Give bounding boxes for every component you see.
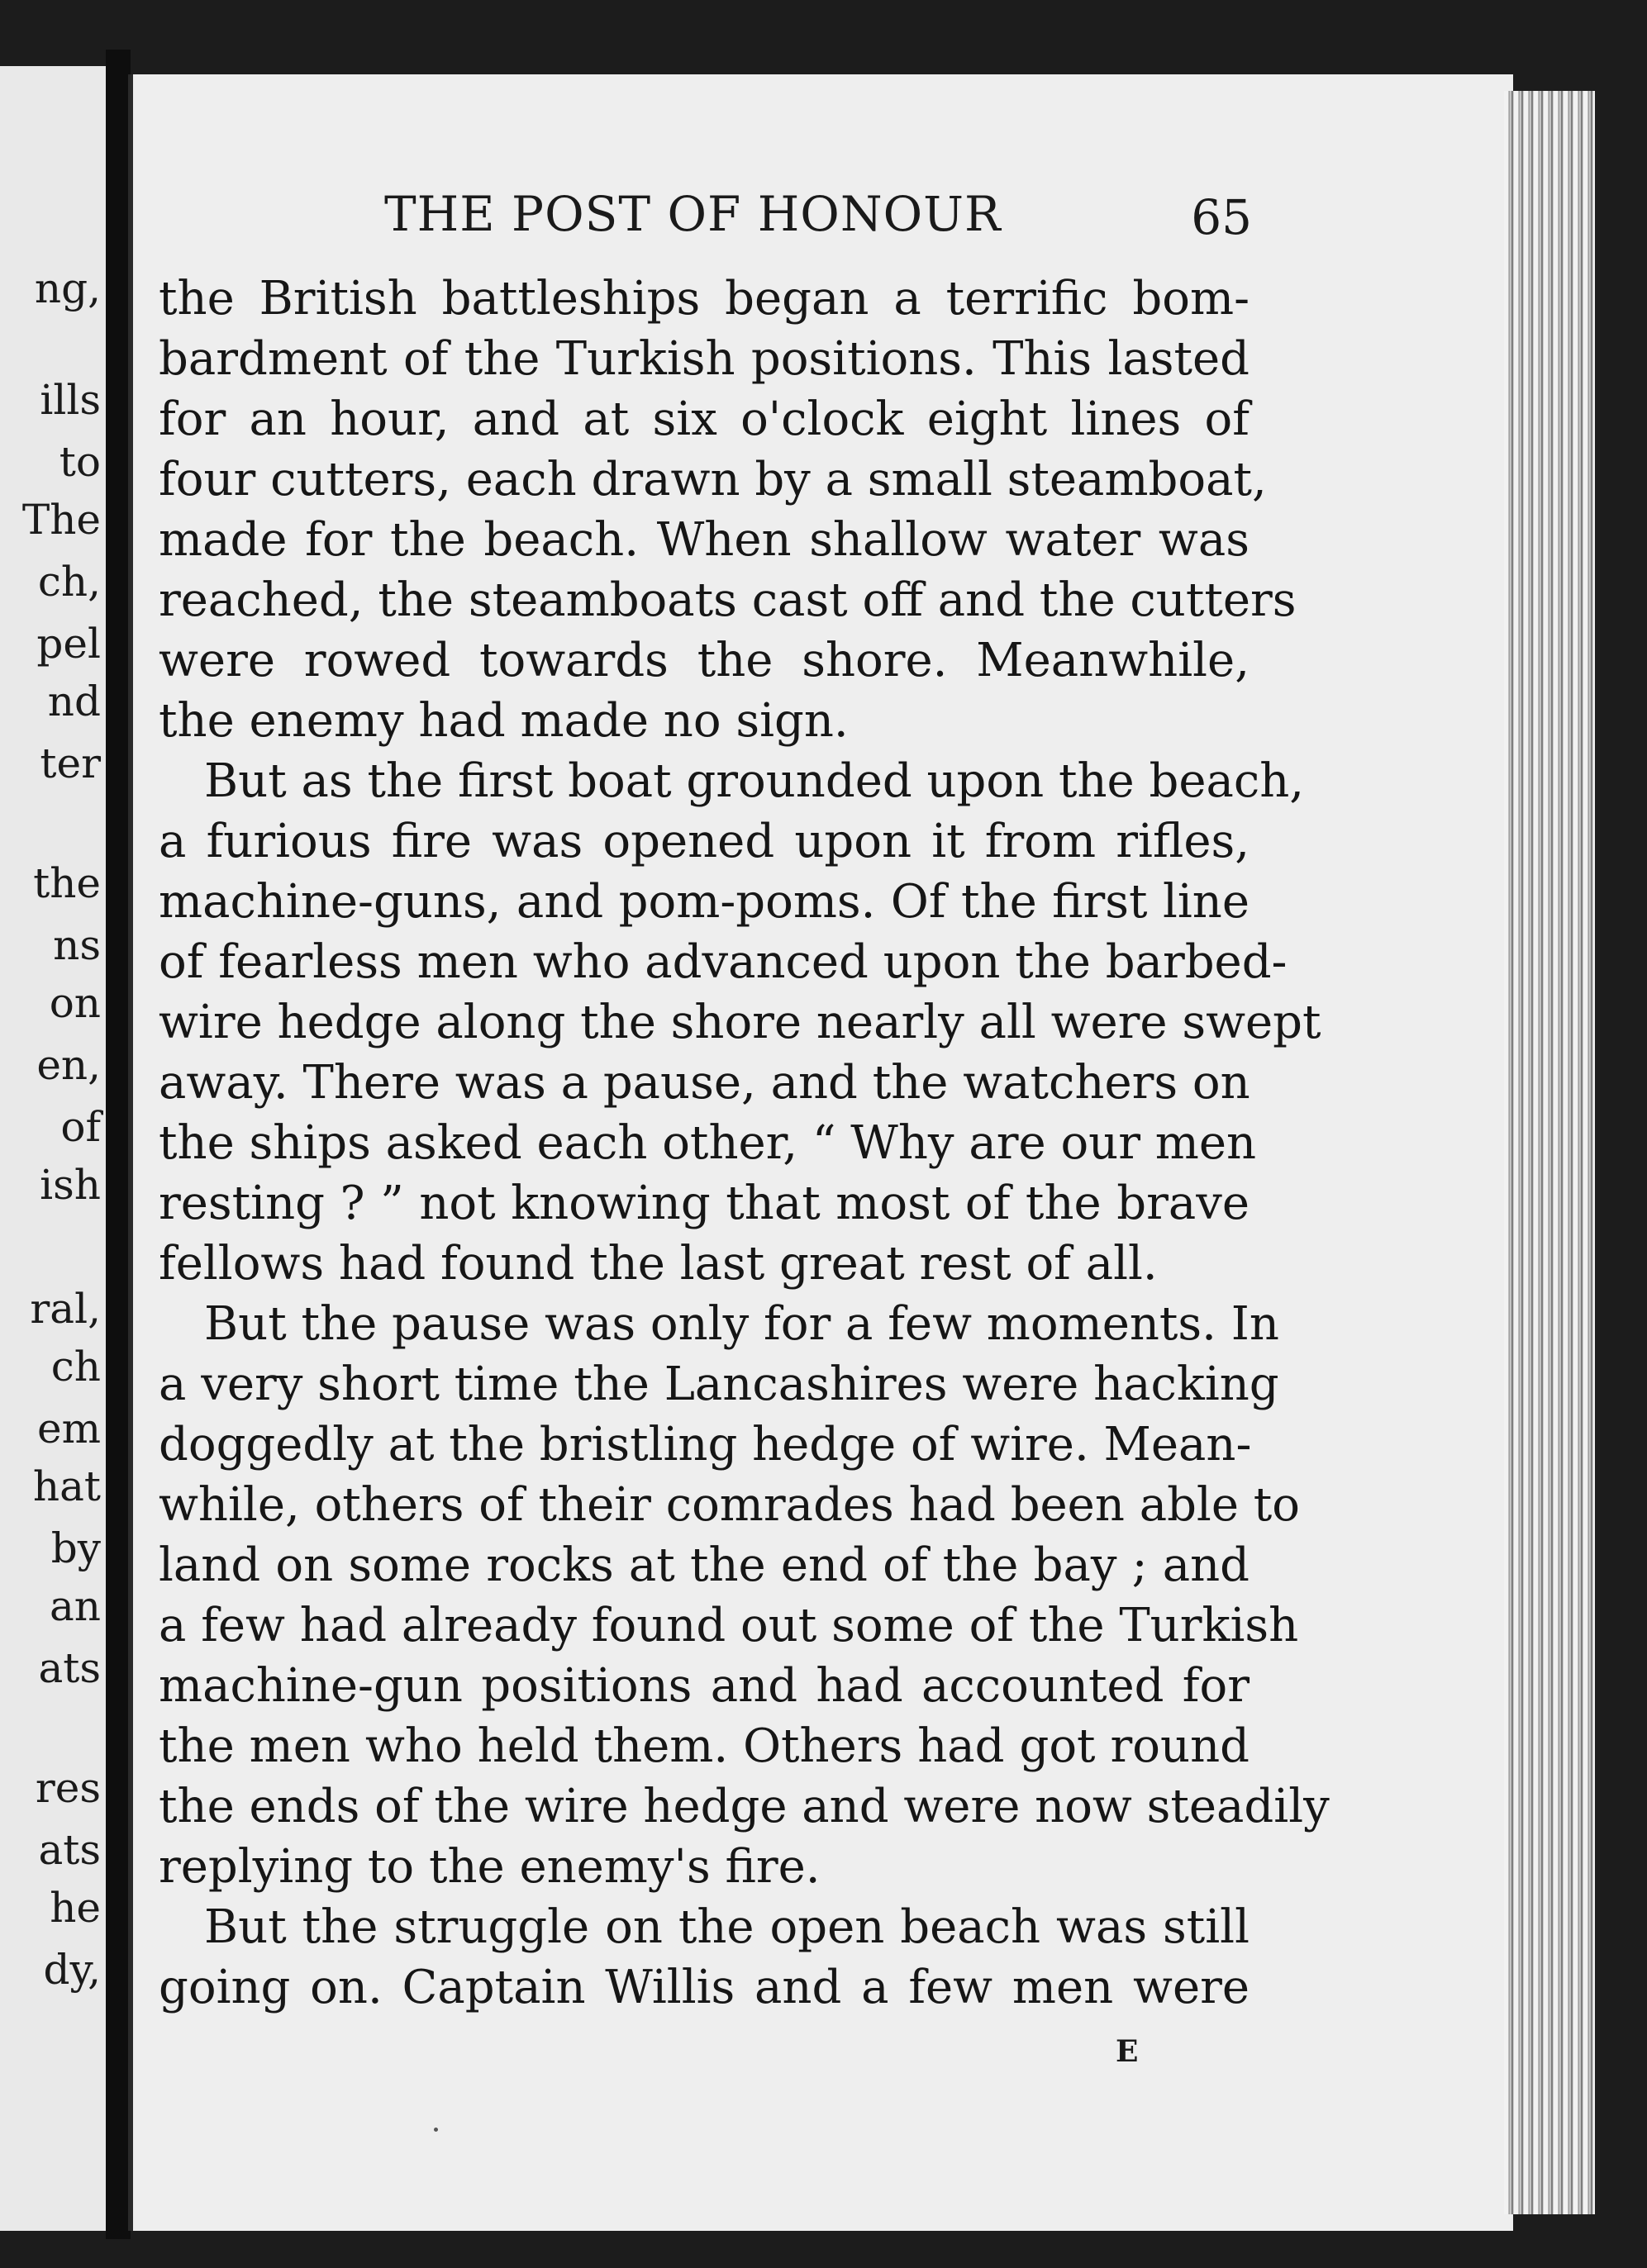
text-line: going on. Captain Willis and a few men were [159,1961,1250,2014]
facing-page-line: ral, [30,1285,101,1333]
page-edges [1504,91,1595,2214]
text-line: the British battleships began a terrific bom- [159,272,1250,326]
page-number: 65 [1191,189,1252,245]
text-line: bardment of the Turkish positions. This lasted [159,332,1250,386]
text-line: wire hedge along the shore nearly all were swept [159,996,1321,1049]
signature-mark: E [1116,2034,1139,2069]
text-line: machine-gun positions and had accounted for [159,1659,1250,1713]
facing-page-line: ats [38,1644,101,1692]
text-line: the enemy had made no sign. [159,694,849,748]
facing-page-line: ch [50,1343,101,1391]
text-line: the men who held them. Others had got round [159,1719,1250,1773]
facing-page-line: res [35,1764,101,1812]
text-line: for an hour, and at six o'clock eight lines of [159,392,1250,446]
text-line: machine-guns, and pom-poms. Of the first line [159,875,1250,929]
facing-page-line: he [50,1884,101,1932]
text-line: a furious fire was opened upon it from rifles, [159,815,1250,868]
text-line: But the struggle on the open beach was still [204,1900,1250,1954]
text-line: fellows had found the last great rest of all. [159,1237,1158,1291]
facing-page-line: to [59,438,101,486]
facing-page-line: ng, [34,264,101,312]
facing-page-line: ter [40,739,101,787]
facing-page-line: by [50,1524,101,1572]
text-line: But as the first boat grounded upon the beach, [204,754,1305,808]
text-line: doggedly at the bristling hedge of wire. Mean- [159,1418,1252,1472]
body-text [159,269,1330,2018]
text-line: reached, the steamboats cast off and the cutters [159,573,1297,627]
facing-page-line: ns [53,921,101,969]
text-line: But the pause was only for a few moments. In [204,1297,1279,1351]
text-line: the ships asked each other, “ Why are our men [159,1116,1257,1170]
facing-page-line: nd [47,678,101,725]
text-line: four cutters, each drawn by a small steamboat, [159,453,1267,506]
facing-page-line: en, [36,1041,101,1089]
facing-page-line: dy, [43,1946,101,1994]
facing-page-line: hat [32,1462,101,1510]
text-line: of fearless men who advanced upon the barbed- [159,935,1288,989]
text-line: made for the beach. When shallow water was [159,513,1250,567]
book-gutter [106,50,131,2239]
text-line: while, others of their comrades had been able to [159,1478,1300,1532]
text-line: resting ? ” not knowing that most of the brave [159,1177,1250,1230]
facing-page-line: em [36,1405,101,1453]
speck [434,2128,438,2132]
text-line: were rowed towards the shore. Meanwhile, [159,634,1250,687]
facing-page-line: The [21,496,101,544]
facing-page-line: ills [40,376,101,424]
facing-page-line: ats [38,1826,101,1874]
text-line: a very short time the Lancashires were hacking [159,1357,1279,1411]
text-line: away. There was a pause, and the watchers on [159,1056,1250,1110]
text-line: a few had already found out some of the Turkish [159,1599,1299,1652]
text-line: land on some rocks at the end of the bay ; and [159,1538,1250,1592]
facing-page-fragment [0,66,107,2231]
facing-page-line: ch, [37,558,101,606]
facing-page-line: an [49,1582,101,1630]
facing-page-line: pel [36,620,101,668]
facing-page-line: ish [40,1161,101,1209]
facing-page-line: of [60,1103,101,1151]
text-line: the ends of the wire hedge and were now steadily [159,1780,1330,1833]
running-title: THE POST OF HONOUR [384,186,1002,242]
facing-page-line: on [49,979,101,1027]
facing-page-line: the [33,859,101,907]
running-header [252,186,1252,252]
text-line: replying to the enemy's fire. [159,1840,821,1894]
